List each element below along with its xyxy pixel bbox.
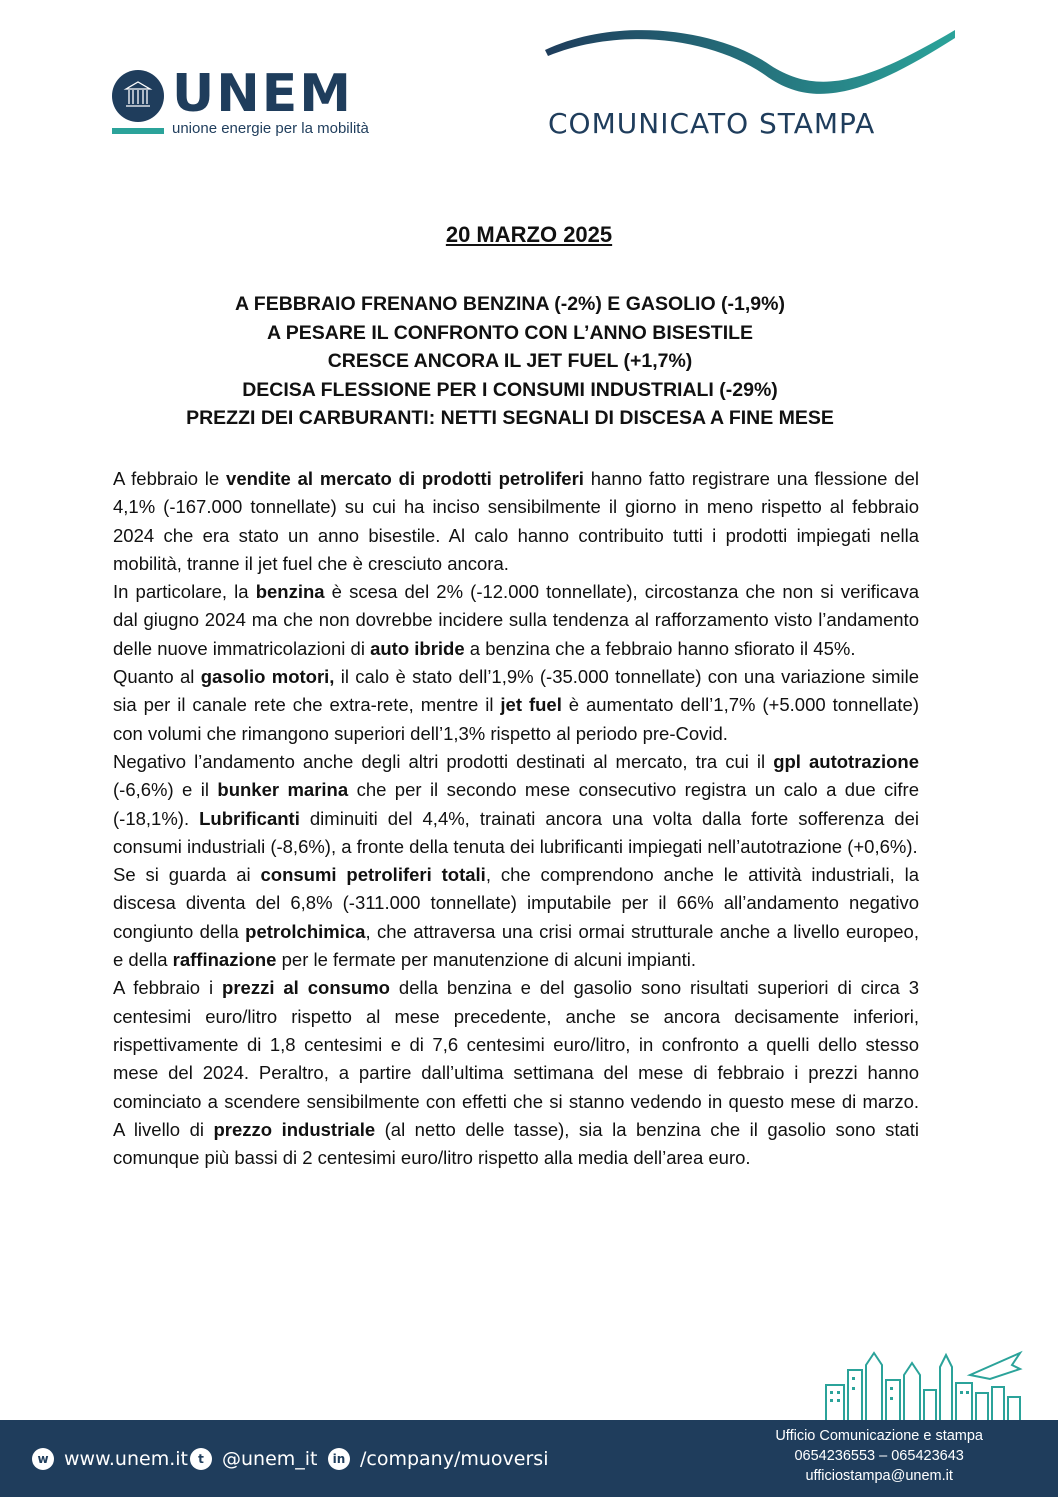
unem-logo [112, 64, 382, 142]
emphasis-text: auto ibride [370, 637, 465, 659]
paragraph-text: a benzina che a febbraio hanno sfiorato il 45%. [464, 637, 856, 659]
paragraph-text: per le fermate per manutenzione di alcuni impianti. [276, 949, 697, 971]
paragraph-text: è aumentato dell’1,7% (+5.000 tonnellate) con volumi che rimangono superiori dell’1,3% rispetto al periodo pre-Covid. [113, 694, 919, 744]
emphasis-text: gpl autotrazione [773, 750, 919, 772]
paragraph-text: (al netto delle tasse), sia la benzina che il gasolio sono stati comunque più bassi di 2 centesimi euro/litro rispetto alla media dell’area euro. [113, 1118, 919, 1169]
headline-line: A PESARE IL CONFRONTO CON L’ANNO BISESTILE [266, 321, 754, 344]
press-release-label: COMUNICATO STAMPA [548, 107, 876, 140]
press-office-title: Ufficio Comunicazione e stampa [775, 1428, 983, 1444]
paragraph-text: il calo è stato dell’1,9% (-35.000 tonnellate) con una variazione simile sia per il canale rete che extra-rete, mentre il [113, 666, 919, 716]
headline-line: CRESCE ANCORA IL JET FUEL (+1,7%) [327, 350, 693, 372]
body-paragraph [113, 748, 919, 861]
paragraph-text: che per il secondo mese consecutivo registra un calo a due cifre (-18,1%). [113, 779, 920, 829]
headline-block [112, 290, 908, 433]
linkedin-icon: in [328, 1448, 350, 1470]
emphasis-text: bunker marina [217, 779, 349, 801]
press-office-phones: 0654236553 – 065423643 [794, 1448, 964, 1464]
emphasis-text: petrolchimica [245, 920, 366, 942]
press-office-contact [775, 1426, 983, 1486]
body-paragraph [113, 663, 919, 748]
paragraph-text: Se si guarda ai [113, 864, 261, 886]
emphasis-text: Lubrificanti [199, 807, 300, 829]
emphasis-text: prezzo industriale [213, 1118, 376, 1140]
paragraph-text: Negativo l’andamento anche degli altri prodotti destinati al mercato, tra cui il [113, 750, 774, 772]
headline-line: DECISA FLESSIONE PER I CONSUMI INDUSTRIALI (-29%) [242, 378, 778, 401]
paragraph-text: (-6,6%) e il [113, 779, 218, 801]
paragraph-text: è scesa del 2% (-12.000 tonnellate), circostanza che non si verificava dal giugno 2024 ma che non dovrebbe incidere sulla tendenza al rafforzamento visto l’andamento delle nuove immatricolazioni di [113, 581, 920, 659]
twitter-icon: t [190, 1448, 212, 1470]
website-link[interactable]: www.unem.it [64, 1448, 188, 1470]
footer-bar [0, 1420, 1058, 1497]
emphasis-text: jet fuel [500, 694, 562, 716]
body-paragraph [113, 465, 919, 578]
paragraph-text: In particolare, la [113, 581, 256, 603]
logo-accent-bar [112, 128, 164, 134]
body-text [113, 465, 919, 1172]
paragraph-text: hanno fatto registrare una flessione del 4,1% (-167.000 tonnellate) su cui ha inciso sensibilmente il giorno in meno rispetto al febbraio 2024 che era stato un anno bisestile. Al calo hanno contribuito tutti i prodotti impiegati nella mobilità, tranne il jet fuel che è cresciuto ancora. [113, 468, 919, 574]
emphasis-text: raffinazione [172, 949, 277, 971]
linkedin-link[interactable]: /company/muoversi [360, 1448, 549, 1470]
emphasis-text: benzina [255, 581, 325, 603]
body-paragraph [113, 861, 919, 974]
emphasis-text: vendite al mercato di prodotti petroliferi [226, 468, 584, 489]
logo-tagline: unione energie per la mobilità [172, 120, 369, 137]
twitter-handle[interactable]: @unem_it [222, 1448, 318, 1470]
paragraph-text: della benzina e del gasolio sono risultati superiori di circa 3 centesimi euro/litro rispetto al mese precedente, anche se ancora decisamente inferiori, rispettivamente di 1,8 centesimi e di 7,6 centesimi euro/litro, in confronto a quelli dello stesso mese del 2024. Peraltro, a partire dall’ultima settimana del mese di febbraio i prezzi hanno cominciato a scendere sensibilmente con effetti che si stanno vedendo in questo mese di marzo. A livello di [113, 977, 919, 1140]
paragraph-text: , che attraversa una crisi ormai strutturale anche a livello europeo, e della [113, 920, 919, 971]
body-paragraph [113, 578, 919, 663]
header-swoosh-graphic [540, 20, 960, 115]
release-date: 20 MARZO 2025 [445, 222, 613, 247]
city-skyline-graphic [820, 1345, 1025, 1423]
paragraph-text: A febbraio le [113, 468, 227, 489]
footer-linkedin[interactable] [328, 1448, 548, 1470]
emphasis-text: gasolio motori, [200, 666, 335, 688]
emphasis-text: consumi petroliferi totali [260, 864, 486, 886]
press-office-email[interactable]: ufficiostampa@unem.it [805, 1468, 953, 1484]
paragraph-text: , che comprendono anche le attività industriali, la discesa diventa del 6,8% (-311.000 tonnellate) imputabile per il 66% all’andamento negativo congiunto della [113, 864, 919, 942]
logo-wordmark: UNEM [172, 64, 354, 124]
body-paragraph [113, 974, 919, 1172]
paragraph-text: diminuiti del 4,4%, trainati ancora una volta dalla forte sofferenza dei consumi industriali (-8,6%), a fronte della tenuta dei lubrificanti impiegati nell’autotrazione (+0,6%). [113, 807, 919, 857]
paragraph-text: Quanto al [113, 666, 201, 688]
emphasis-text: prezzi al consumo [222, 977, 390, 999]
website-icon: w [32, 1448, 54, 1470]
headline-line: A FEBBRAIO FRENANO BENZINA (-2%) E GASOLIO (-1,9%) [235, 293, 785, 315]
unem-emblem-icon [112, 70, 164, 122]
footer-website[interactable] [32, 1448, 188, 1470]
headline-line: PREZZI DEI CARBURANTI: NETTI SEGNALI DI DISCESA A FINE MESE [186, 407, 834, 429]
footer-twitter[interactable] [190, 1448, 318, 1470]
paragraph-text: A febbraio i [113, 977, 223, 999]
